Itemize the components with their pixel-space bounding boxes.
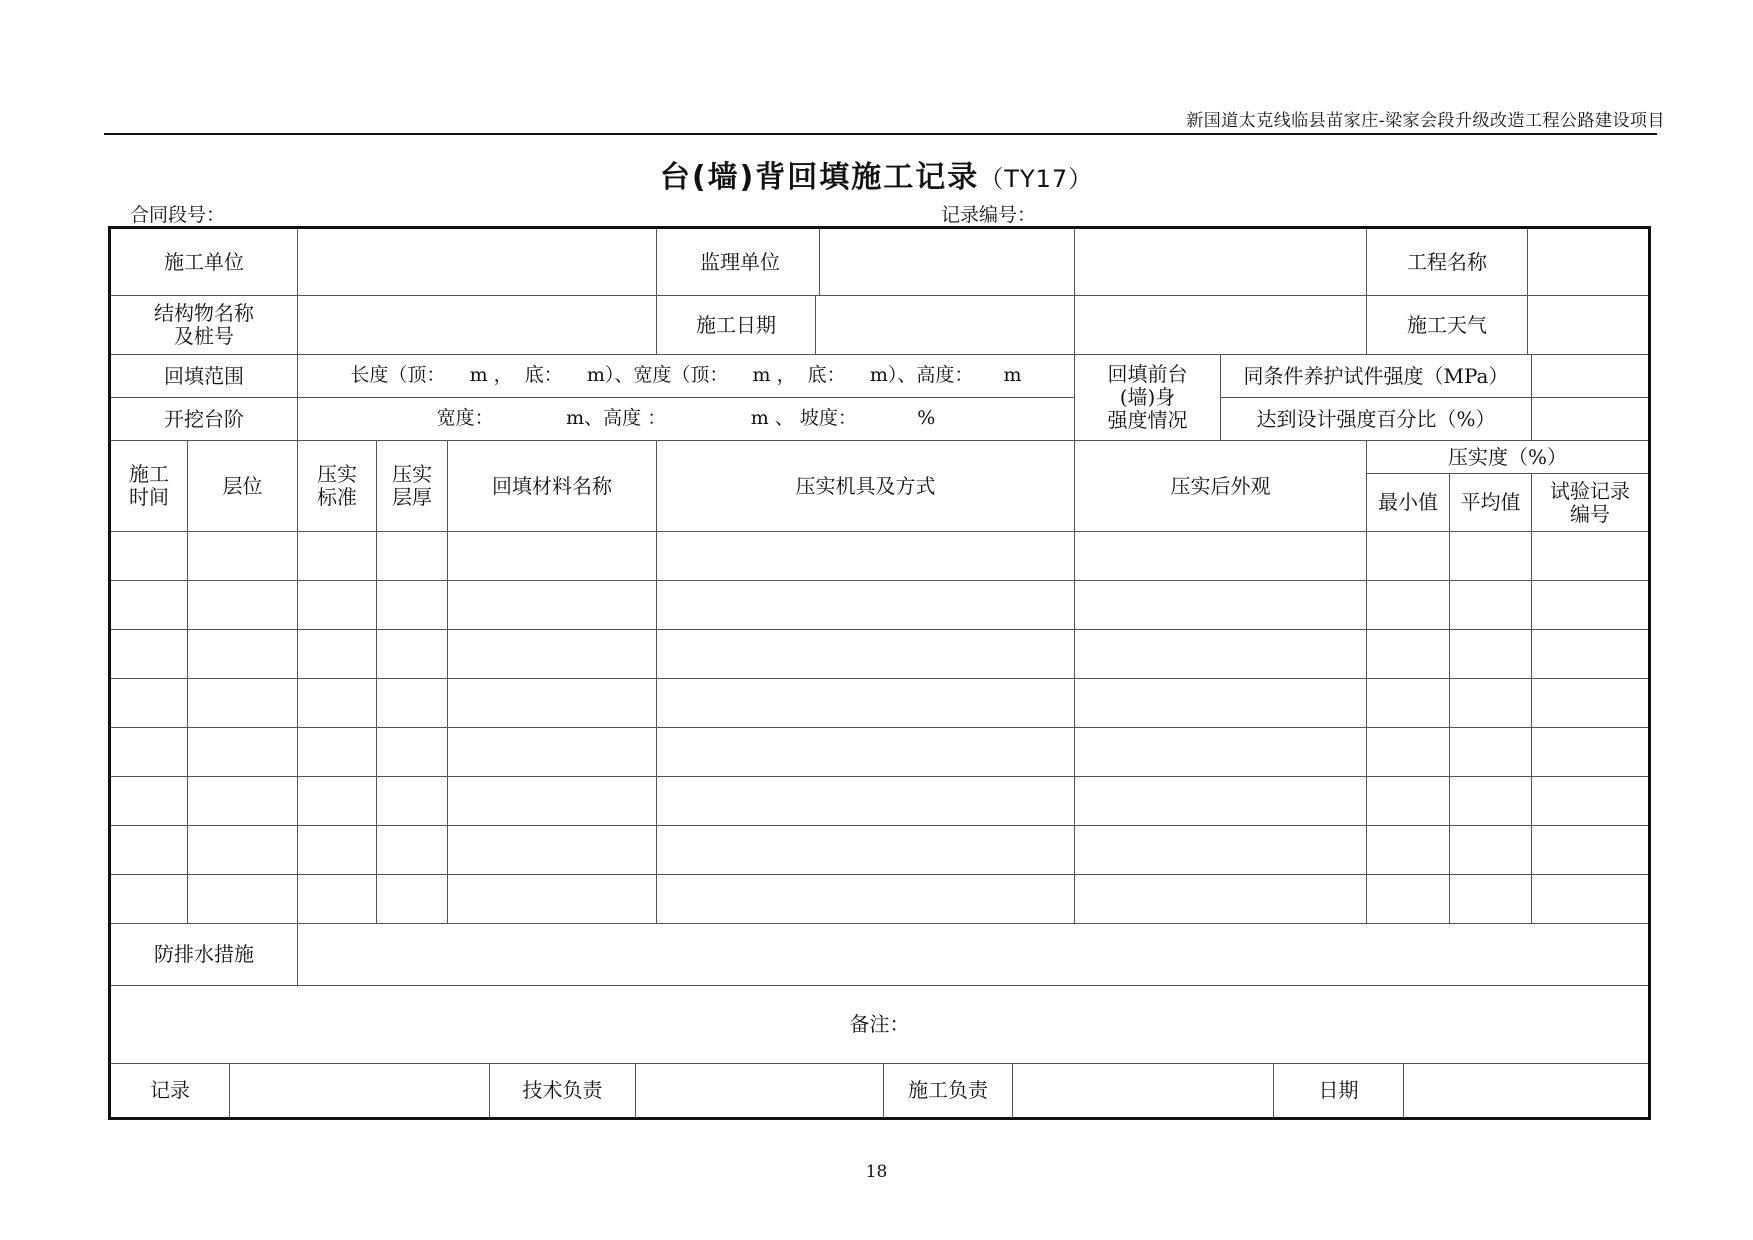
table-row xyxy=(110,679,1650,728)
cell[interactable] xyxy=(1367,728,1450,777)
cell[interactable] xyxy=(1075,532,1367,581)
col-header-avg: 平均值 xyxy=(1450,474,1532,532)
cell[interactable] xyxy=(1367,875,1450,924)
supervision-unit-label xyxy=(657,228,1075,296)
excavation-steps-row xyxy=(110,398,1650,441)
cell[interactable] xyxy=(1367,679,1450,728)
cell[interactable] xyxy=(298,875,377,924)
table-row xyxy=(110,777,1650,826)
header-divider xyxy=(104,133,1657,135)
pre-backfill-strength-label: 回填前台 (墙)身 强度情况 xyxy=(1075,355,1221,441)
technical-lead-label: 技术负责 xyxy=(490,1064,636,1117)
cell[interactable] xyxy=(298,532,377,581)
design-strength-percent-field[interactable] xyxy=(1532,398,1650,441)
cell[interactable] xyxy=(1367,777,1450,826)
cell[interactable] xyxy=(657,777,1075,826)
table-row xyxy=(110,581,1650,630)
construction-date-cell xyxy=(657,296,1075,355)
signature-cell xyxy=(110,1064,1650,1119)
contract-section-label: 合同段号： xyxy=(130,204,226,226)
cell[interactable] xyxy=(298,777,377,826)
cell[interactable] xyxy=(448,630,657,679)
cell[interactable] xyxy=(657,581,1075,630)
cell[interactable] xyxy=(377,875,448,924)
cell[interactable] xyxy=(1075,728,1367,777)
structure-name-label: 结构物名称 及桩号 xyxy=(110,296,298,355)
recorder-field[interactable] xyxy=(230,1064,490,1117)
info-row-2 xyxy=(110,296,1650,355)
col-header-appearance: 压实后外观 xyxy=(1075,441,1367,532)
cell[interactable] xyxy=(1450,728,1532,777)
drainage-label: 防排水措施 xyxy=(110,924,298,986)
cell[interactable] xyxy=(1532,777,1650,826)
cell[interactable] xyxy=(1532,581,1650,630)
weather-label: 施工天气 xyxy=(1367,296,1528,354)
cell[interactable] xyxy=(448,581,657,630)
col-header-layer: 层位 xyxy=(188,441,298,532)
cell[interactable] xyxy=(1532,679,1650,728)
cell[interactable] xyxy=(298,581,377,630)
cell[interactable] xyxy=(298,728,377,777)
cell[interactable] xyxy=(657,630,1075,679)
cell[interactable] xyxy=(1367,532,1450,581)
cell[interactable] xyxy=(1450,826,1532,875)
recorder-label: 记录 xyxy=(111,1064,230,1117)
design-strength-percent-label: 达到设计强度百分比（%） xyxy=(1221,398,1532,441)
project-name-header: 新国道太克线临县苗家庄-梁家会段升级改造工程公路建设项目 xyxy=(1186,111,1665,131)
table-row xyxy=(110,875,1650,924)
weather-field[interactable] xyxy=(1528,296,1648,354)
date-field[interactable] xyxy=(1404,1064,1648,1117)
cell[interactable] xyxy=(377,532,448,581)
cell[interactable] xyxy=(377,728,448,777)
cell[interactable] xyxy=(1075,630,1367,679)
cell[interactable] xyxy=(448,875,657,924)
cell[interactable] xyxy=(1450,777,1532,826)
drainage-row xyxy=(110,924,1650,986)
cell[interactable] xyxy=(110,581,188,630)
signature-row xyxy=(110,1064,1650,1119)
technical-lead-field[interactable] xyxy=(636,1064,884,1117)
backfill-record-form xyxy=(108,226,1651,1120)
col-header-machinery: 压实机具及方式 xyxy=(657,441,1075,532)
col-header-min: 最小值 xyxy=(1367,474,1450,532)
construction-lead-field[interactable] xyxy=(1013,1064,1274,1117)
table-row xyxy=(110,728,1650,777)
cell[interactable] xyxy=(1532,826,1650,875)
cell[interactable] xyxy=(377,777,448,826)
date-label: 日期 xyxy=(1274,1064,1404,1117)
backfill-range-detail: 长度（顶： m ， 底： m）、宽度（顶： m ， 底： m）、高度： m xyxy=(298,355,1075,398)
cell[interactable] xyxy=(377,630,448,679)
table-row xyxy=(110,630,1650,679)
cell[interactable] xyxy=(657,826,1075,875)
remarks-label: 备注： xyxy=(849,1012,910,1036)
cell[interactable] xyxy=(188,679,298,728)
cell[interactable] xyxy=(448,532,657,581)
col-header-material: 回填材料名称 xyxy=(448,441,657,532)
cell[interactable] xyxy=(298,630,377,679)
project-name-field[interactable] xyxy=(1528,229,1648,295)
cell[interactable] xyxy=(110,728,188,777)
cell[interactable] xyxy=(188,826,298,875)
cell[interactable] xyxy=(110,875,188,924)
construction-unit-label: 施工单位 xyxy=(110,228,298,296)
excavation-steps-detail: 宽度： m、高度 ： m 、 坡度： % xyxy=(298,398,1075,441)
cell[interactable] xyxy=(448,826,657,875)
cell[interactable] xyxy=(1075,875,1367,924)
record-number-label: 记录编号： xyxy=(941,204,1037,226)
cell[interactable] xyxy=(110,630,188,679)
page-title xyxy=(0,152,1753,196)
cell[interactable] xyxy=(1450,630,1532,679)
form-code: （TY17） xyxy=(979,165,1094,193)
cell[interactable] xyxy=(448,728,657,777)
cell[interactable] xyxy=(377,679,448,728)
cell[interactable] xyxy=(1532,875,1650,924)
table-header-row-1 xyxy=(110,441,1650,474)
cell[interactable] xyxy=(188,581,298,630)
cell[interactable] xyxy=(377,581,448,630)
cell[interactable] xyxy=(188,532,298,581)
cell[interactable] xyxy=(1450,875,1532,924)
cell[interactable] xyxy=(110,826,188,875)
supervision-unit-field[interactable] xyxy=(820,229,1070,295)
page-number: 18 xyxy=(865,1162,888,1182)
project-name-label: 工程名称 xyxy=(1367,229,1528,295)
col-header-compaction-degree: 压实度（%） xyxy=(1367,441,1650,474)
cell[interactable] xyxy=(1532,728,1650,777)
col-header-time: 施工 时间 xyxy=(110,441,188,532)
cell[interactable] xyxy=(1450,679,1532,728)
table-row xyxy=(110,826,1650,875)
table-row xyxy=(110,532,1650,581)
col-header-compaction-standard: 压实 标准 xyxy=(298,441,377,532)
col-header-compaction-thickness: 压实 层厚 xyxy=(377,441,448,532)
cell[interactable] xyxy=(1367,826,1450,875)
weather-cell xyxy=(1367,296,1650,355)
cured-specimen-strength-field[interactable] xyxy=(1532,355,1650,398)
cell[interactable] xyxy=(188,777,298,826)
cell[interactable] xyxy=(1367,630,1450,679)
cell[interactable] xyxy=(110,777,188,826)
cell[interactable] xyxy=(188,875,298,924)
cell[interactable] xyxy=(1075,679,1367,728)
construction-lead-label: 施工负责 xyxy=(884,1064,1013,1117)
title-text: 台(墙)背回填施工记录 xyxy=(659,160,980,195)
remarks-field[interactable] xyxy=(110,986,1650,1064)
project-name-cell xyxy=(1367,228,1650,296)
cell[interactable] xyxy=(1450,581,1532,630)
construction-date-field[interactable] xyxy=(816,296,1074,354)
info-row-1 xyxy=(110,228,1650,296)
cell[interactable] xyxy=(1532,532,1650,581)
cell[interactable] xyxy=(1075,581,1367,630)
cell[interactable] xyxy=(377,826,448,875)
cured-specimen-strength-label: 同条件养护试件强度（MPa） xyxy=(1221,355,1532,398)
backfill-range-row xyxy=(110,355,1650,398)
remarks-row xyxy=(110,986,1650,1064)
cell[interactable] xyxy=(448,777,657,826)
supervision-unit-label-text: 监理单位 xyxy=(661,229,820,295)
construction-date-field-cont[interactable] xyxy=(1075,296,1367,355)
cell[interactable] xyxy=(657,679,1075,728)
excavation-steps-label: 开挖台阶 xyxy=(110,398,298,441)
cell[interactable] xyxy=(1450,532,1532,581)
cell[interactable] xyxy=(298,679,377,728)
structure-name-field[interactable] xyxy=(298,296,657,355)
cell[interactable] xyxy=(657,532,1075,581)
cell[interactable] xyxy=(1075,826,1367,875)
cell[interactable] xyxy=(1075,777,1367,826)
cell[interactable] xyxy=(448,679,657,728)
cell[interactable] xyxy=(110,532,188,581)
construction-date-label: 施工日期 xyxy=(657,296,816,354)
cell[interactable] xyxy=(1367,581,1450,630)
cell[interactable] xyxy=(188,630,298,679)
supervision-unit-field-cont[interactable] xyxy=(1075,228,1367,296)
cell[interactable] xyxy=(1532,630,1650,679)
cell[interactable] xyxy=(110,679,188,728)
col-header-test-record: 试验记录 编号 xyxy=(1532,474,1650,532)
backfill-range-label: 回填范围 xyxy=(110,355,298,398)
cell[interactable] xyxy=(298,826,377,875)
construction-unit-field[interactable] xyxy=(298,228,657,296)
cell[interactable] xyxy=(657,728,1075,777)
cell[interactable] xyxy=(657,875,1075,924)
drainage-field[interactable] xyxy=(298,924,1650,986)
cell[interactable] xyxy=(188,728,298,777)
